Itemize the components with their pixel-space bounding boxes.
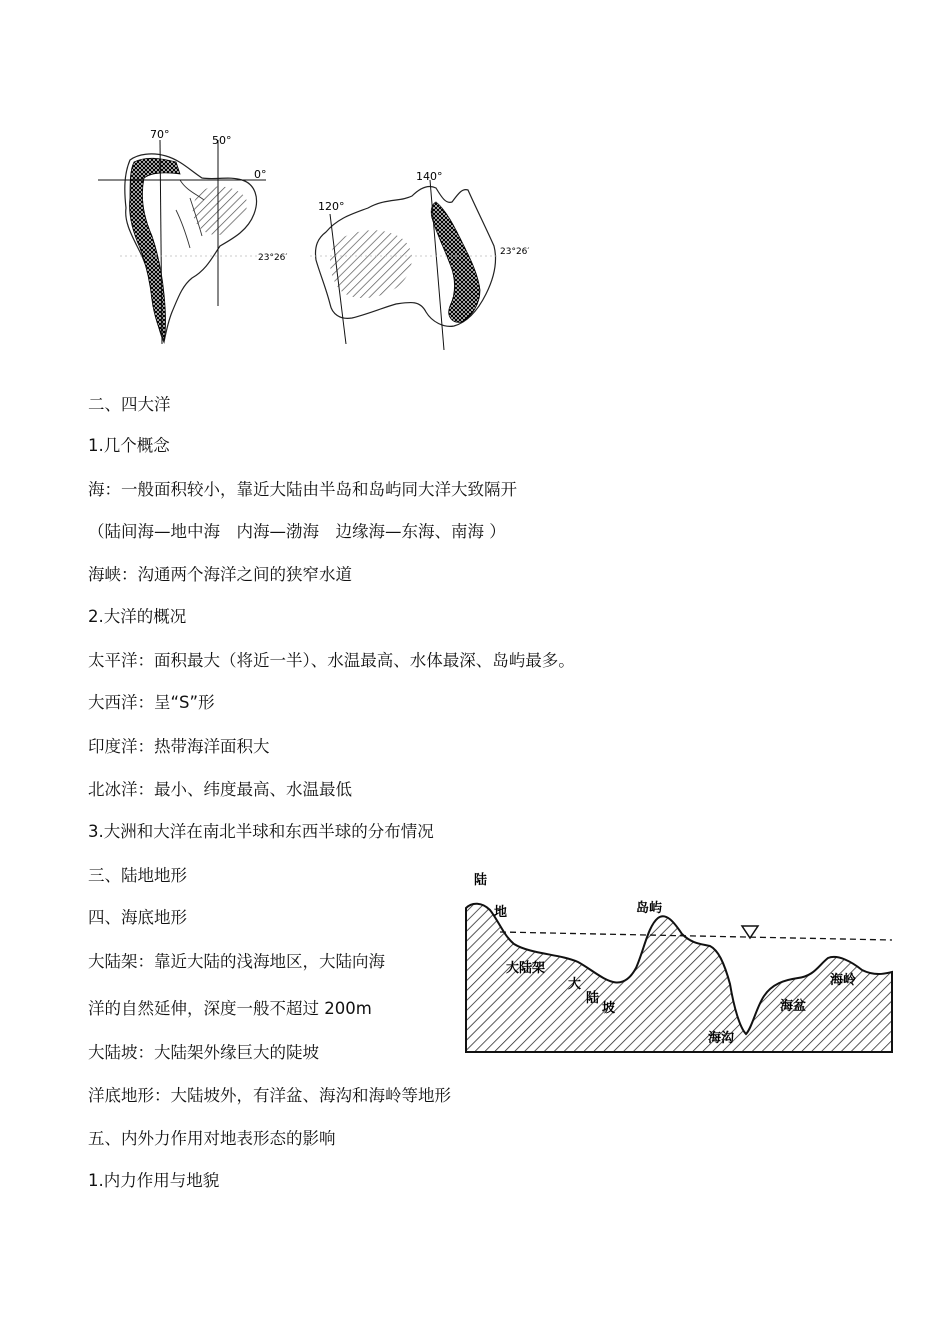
- seafloor-profile-figure: [460, 858, 900, 1068]
- sea-level-line: [500, 932, 892, 940]
- label-slope-1: 大: [568, 977, 582, 992]
- heading-seafloor-terrain: 四、海底地形: [88, 908, 187, 927]
- subheading-ocean-overview: 2.大洋的概况: [88, 607, 187, 626]
- label-di: 地: [494, 905, 508, 920]
- label-lu: 陆: [474, 873, 488, 888]
- label-island: 岛屿: [636, 901, 663, 916]
- indian-description: 印度洋：热带海洋面积大: [88, 737, 270, 756]
- equator-label: 0°: [254, 168, 267, 181]
- continental-shelf-line-2: 洋的自然延伸，深度一般不超过 200m: [88, 999, 372, 1018]
- label-basin: 海盆: [780, 999, 807, 1014]
- label-trench: 海沟: [708, 1031, 735, 1046]
- sea-examples: （陆间海—地中海 内海—渤海 边缘海—东海、南海 ）: [88, 522, 506, 541]
- continental-slope: 大陆坡：大陆架外缘巨大的陡坡: [88, 1043, 319, 1062]
- continental-shelf-line-1: 大陆架：靠近大陆的浅海地区，大陆向海: [88, 952, 385, 971]
- label-ridge: 海岭: [830, 973, 857, 988]
- heading-forces: 五、内外力作用对地表形态的影响: [88, 1129, 336, 1148]
- au-tropic-label: 23°26′: [500, 247, 530, 257]
- sea-level-marker-icon: [742, 926, 758, 938]
- label-slope-2: 陆: [586, 991, 600, 1006]
- ocean-floor-terrain: 洋底地形：大陆坡外，有洋盆、海沟和海岭等地形: [88, 1086, 451, 1105]
- pacific-description: 太平洋：面积最大（将近一半）、水温最高、水体最深、岛屿最多。: [88, 651, 575, 670]
- definition-sea: 海：一般面积较小，靠近大陆由半岛和岛屿同大洋大致隔开: [88, 480, 517, 499]
- label-continental-shelf: 大陆架: [506, 961, 546, 976]
- label-slope-3: 坡: [602, 1001, 616, 1016]
- lon-140-label: 140°: [416, 170, 443, 183]
- heading-land-terrain: 三、陆地地形: [88, 866, 187, 885]
- definition-strait: 海峡：沟通两个海洋之间的狭窄水道: [88, 565, 352, 584]
- south-america-map: [98, 128, 287, 344]
- continent-maps-figure: [90, 118, 530, 358]
- subheading-distribution: 3.大洲和大洋在南北半球和东西半球的分布情况: [88, 822, 434, 841]
- arctic-description: 北冰洋：最小、纬度最高、水温最低: [88, 780, 352, 799]
- lon-50-label: 50°: [212, 134, 232, 147]
- australia-map: [310, 170, 529, 350]
- lon-120-label: 120°: [318, 200, 345, 213]
- heading-four-oceans: 二、四大洋: [88, 395, 171, 414]
- subheading-internal-force: 1.内力作用与地貌: [88, 1171, 220, 1190]
- lon-70-label: 70°: [150, 128, 170, 141]
- subheading-concepts: 1.几个概念: [88, 436, 170, 455]
- atlantic-description: 大西洋：呈“S”形: [88, 693, 215, 712]
- sa-tropic-label: 23°26′: [258, 253, 288, 263]
- seafloor-ground: [466, 904, 892, 1052]
